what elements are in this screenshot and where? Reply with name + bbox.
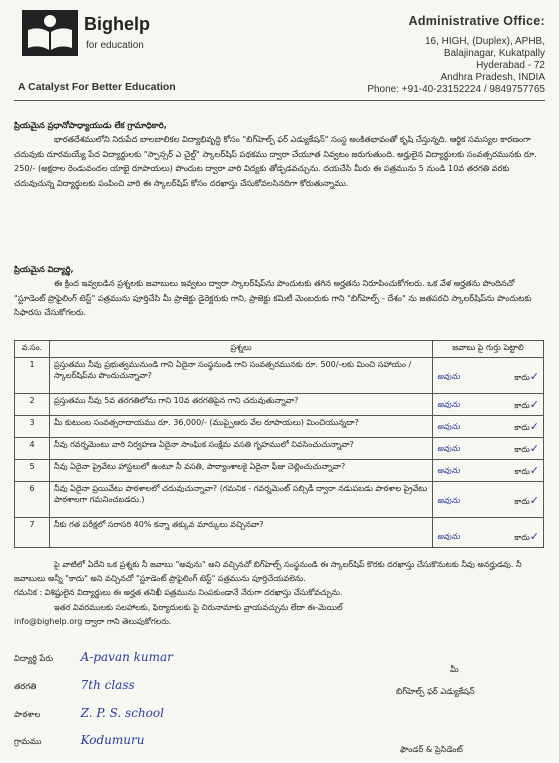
answer-cell[interactable] (433, 482, 544, 518)
row-number: 6 (15, 482, 50, 518)
field-label: తరగతి (14, 681, 37, 691)
brand-name: Bighelp (84, 14, 150, 34)
tagline: A Catalyst For Better Education (18, 81, 176, 93)
question-text: నీవు ఏదైనా ప్రైవేటు హాస్టలులో ఉంటూ నీ వసతి, పాఠ్యాంశాలకై ఏదైనా ఫీజు చెల్లించుచున్నావా? (50, 460, 433, 482)
checkmark-icon: ✓ (529, 530, 539, 543)
question-text: నీవు గవర్నమెంటు వారి నిర్వహణ ఏదైనా సాంఘిక సంక్షేమ వసతి గృహములో నివసించుచున్నావా? (50, 438, 433, 460)
answer-yes[interactable]: అవును (437, 443, 460, 453)
table-row (15, 358, 544, 394)
checkmark-icon: ✓ (529, 398, 539, 411)
signature-org: బిగ్‌హెల్ప్ ఫర్ ఎడ్యుకేషన్ (396, 686, 475, 696)
note-eligibility: పై వాటిలో ఏదేని ఒక ప్రశ్నకు నీ జవాబు "అవును" అని వచ్చినచో బిగ్‌హెల్ప్ సంస్థనుండి ఈ స్కాలర్‌షిప్ కొరకు దరఖాస్తు చేసుకొనుటకు నీవు అనర్హుడవు. నీ జవాబులు అన్నీ "కాదు" అని వచ్చినచో "స్టూడెంట్ ప్రొఫైలింగ్ టెస్ట్" పత్రమును పూర్తిచేయవలెను. (14, 560, 522, 584)
answer-cell[interactable] (433, 460, 544, 482)
brand-subtitle: for education (86, 40, 144, 51)
office-title: Administrative Office: (408, 14, 545, 28)
field-student-name[interactable] (14, 650, 173, 665)
question-text: ప్రస్తుతము నీవు 5వ తరగతిలోను గాని 10వ తరగతిపైన గాని చదువుతున్నావా? (50, 394, 433, 416)
signature-greeting: మీ (450, 664, 459, 674)
checkmark-icon: ✓ (529, 464, 539, 477)
checkmark-icon: ✓ (529, 370, 539, 383)
header-answer: జవాబు పై గుర్తు పెట్టాలి (433, 341, 544, 358)
header-questions: ప్రశ్నలు (50, 341, 433, 358)
signature-title: ఫౌండర్ & ప్రెసిడెంట్ (400, 744, 463, 754)
answer-no[interactable]: కాదు✓ (514, 464, 539, 477)
answer-yes[interactable]: అవును (437, 399, 460, 409)
row-number: 4 (15, 438, 50, 460)
row-number: 3 (15, 416, 50, 438)
answer-no[interactable]: కాదు✓ (514, 420, 539, 433)
letter-section-2 (14, 262, 544, 320)
field-value[interactable]: Z. P. S. school (80, 706, 164, 720)
question-text: నీకు గత పరీక్షలో సరాసరి 40% కన్నా తక్కువ మార్కులు వచ్చినవా? (50, 518, 433, 548)
field-value[interactable]: Kodumuru (80, 733, 145, 747)
answer-yes[interactable]: అవును (437, 495, 460, 505)
checkmark-icon: ✓ (529, 442, 539, 455)
answer-cell[interactable] (433, 394, 544, 416)
note-special: గమనిక : విశిష్టులైన విద్యార్థులు ఈ అర్హత తనిఖీ పత్రమును నింపకుండానే నేరుగా దరఖాస్తు చేసుకోవచ్చును. (14, 588, 343, 598)
field-value[interactable]: A-pavan kumar (80, 650, 173, 664)
field-value[interactable]: 7th class (80, 678, 135, 692)
answer-no[interactable]: కాదు✓ (514, 370, 539, 383)
answer-yes[interactable]: అవును (437, 465, 460, 475)
table-row (15, 482, 544, 518)
address-line: Andhra Pradesh, INDIA (440, 72, 545, 83)
field-label: విద్యార్థి పేరు (14, 653, 54, 663)
answer-yes[interactable]: అవును (437, 421, 460, 431)
address-line: 16, HIGH, (Duplex), APHB, (424, 36, 545, 47)
answer-no[interactable]: కాదు✓ (514, 494, 539, 507)
book-reader-logo-icon (22, 10, 78, 56)
paragraph-1: భారతదేశములోని నిరుపేద బాలబాలికల విద్యాభివృద్ధి కోసం "బిగ్‌హెల్ప్ ఫర్ ఎడ్యుకేషన్" సంస్థ అంకితభావంతో కృషి చేస్తున్నది. ఆర్థిక సమస్యల కారణంగా చదువుకు దూరమయ్యే పేద విద్యార్థులకు "స్పాన్సర్ ఎ చైల్డ్" స్కాలర్‌షిప్ పథకము ద్వారా చేయూత నివ్వటం జరుగుతుంది. అర్హులైన విద్యార్థులకు సంవత్సరమునకు రూ. 250/- (అక్షరాల రెండువందల యాభై రూపాయలు) పొందుట ద్వారా వారి విద్యకు తోడ్పడవచ్చును. దయచేసి మీరు ఈ పత్రమును 5 నుండి 10వ తరగతి వరకు చదువుచున్న విద్యార్థులకు పంపించి వారి ఈ స్కాలర్‌షిప్ కోసం దరఖాస్తు చేసుకోవలసినదిగా కోరుతున్నాము. (14, 134, 537, 188)
header-serial: వ.సం. (15, 341, 50, 358)
field-label: పాఠశాల (14, 709, 41, 719)
row-number: 5 (15, 460, 50, 482)
table-row (15, 518, 544, 548)
office-address (367, 14, 545, 96)
question-text: ప్రస్తుతము నీవు ప్రభుత్వమునుండి గాని ఏదైనా సంస్థనుండి గాని సంవత్సరమునకు రూ. 500/-లకు మించి సహాయం / స్కాలర్‌షిప్‌ను పొందుచున్నావా? (50, 358, 433, 394)
header-divider (14, 100, 545, 101)
field-label: గ్రామము (14, 736, 42, 746)
answer-cell[interactable] (433, 438, 544, 460)
answer-cell[interactable] (433, 358, 544, 394)
checkmark-icon: ✓ (529, 420, 539, 433)
answer-no[interactable]: కాదు✓ (514, 398, 539, 411)
note-email: info@bighelp.org ద్వారా గాని తెలుపుకోగలరు. (14, 616, 172, 626)
address-line: Balajinagar, Kukatpally (443, 48, 545, 59)
question-text: నీవు ఏదైనా ప్రయివేటు పాఠశాలలో చదువుచున్నావా? (గమనిక - గవర్నమెంట్ సబ్సిడీ ద్వారా నడుపబడు పాఠశాల ప్రైవేటు పాఠశాలగా గమనించబడదు.) (50, 482, 433, 518)
checkmark-icon: ✓ (529, 494, 539, 507)
note-contact: ఇతర వివరములకు సలహాలకు, ఫిర్యాదులకు పై చిరునామాకు వ్రాయవచ్చును లేదా ఈ-మెయిల్ (54, 602, 343, 612)
table-header-row (15, 341, 544, 358)
salutation-student: ప్రియమైన విద్యార్థి, (14, 264, 74, 274)
eligibility-table (14, 340, 544, 548)
notes-section (14, 558, 544, 629)
field-school[interactable] (14, 706, 164, 721)
address-line: Hyderabad - 72 (476, 60, 545, 71)
table-row (15, 416, 544, 438)
row-number: 1 (15, 358, 50, 394)
table-row (15, 394, 544, 416)
answer-cell[interactable] (433, 518, 544, 548)
row-number: 2 (15, 394, 50, 416)
answer-yes[interactable]: అవును (437, 531, 460, 541)
field-class[interactable] (14, 678, 135, 693)
answer-cell[interactable] (433, 416, 544, 438)
answer-yes[interactable]: అవును (437, 371, 460, 381)
answer-no[interactable]: కాదు✓ (514, 530, 539, 543)
salutation: ప్రియమైన ప్రధానోపాధ్యాయుడు లేక గ్రామాధికారి, (14, 120, 167, 130)
table-row (15, 438, 544, 460)
table-row (15, 460, 544, 482)
letter-section-1 (14, 118, 544, 190)
phone-number: Phone: +91-40-23152224 / 9849757765 (367, 84, 545, 95)
question-text: మీ కుటుంబ సంవత్సరాదాయము రూ. 36,000/- (ముప్పైఆరు వేల రూపాయలు) మించియున్నదా? (50, 416, 433, 438)
paragraph-2: ఈ క్రింద ఇవ్వబడిన ప్రశ్నలకు జవాబులు ఇవ్వటం ద్వారా స్కాలర్‌షిప్‌ను పొందుటకు తగిన అర్హతను నిరూపించుకోగలరు. ఒక వేళ అర్హతను పొందినచో "స్టూడెంట్ ప్రొఫైలింగ్ టెస్ట్" పత్రమును పూర్తిచేసి మీ ప్రాజెక్టు డైరెక్టరుకు గాని, ప్రాజెక్టు కమిటీ మెంబరుకు గాని "బిగ్‌హెల్ప్ - దేశం" ను జతపరచి స్కాలర్‌షిప్‌ను పొందుటకు సిఫారసు చేసుకోగలరు. (14, 278, 532, 318)
row-number: 7 (15, 518, 50, 548)
answer-no[interactable]: కాదు✓ (514, 442, 539, 455)
field-village[interactable] (14, 733, 144, 748)
